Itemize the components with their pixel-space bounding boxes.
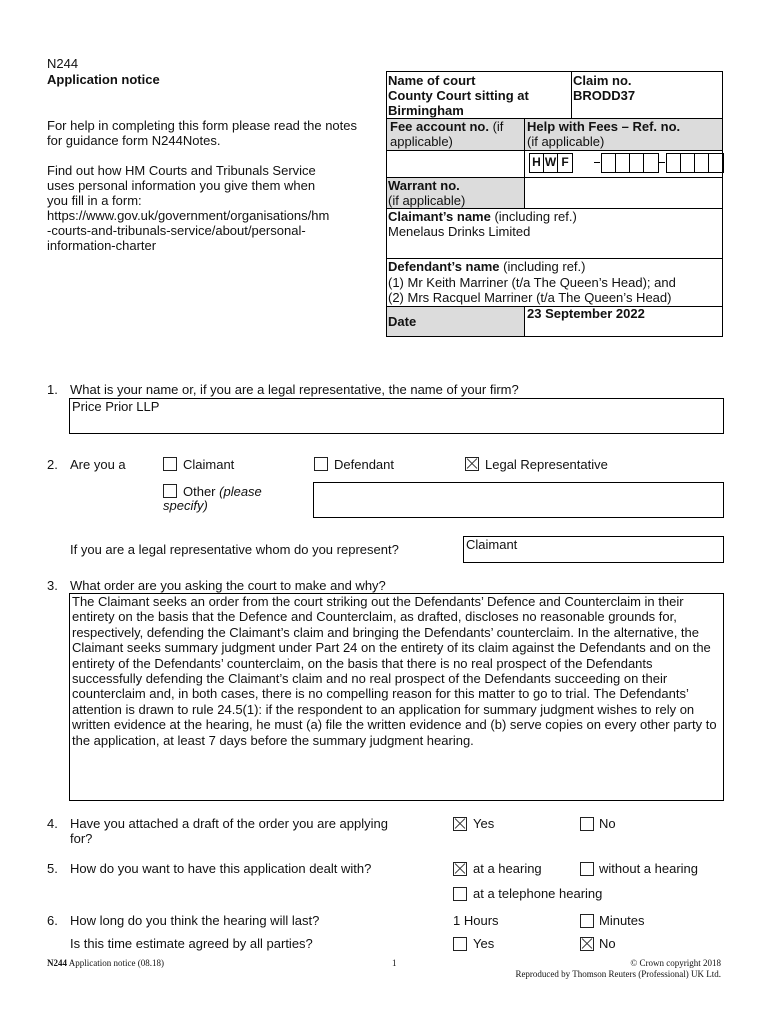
q1-number: 1. — [47, 382, 58, 397]
hearing-label: at a hearing — [473, 861, 542, 876]
minutes-checkbox[interactable] — [580, 914, 594, 928]
court-label: Name of court — [388, 73, 476, 88]
without-hearing-checkbox[interactable] — [580, 862, 594, 876]
other-label: Other — [183, 484, 216, 499]
claimant-value[interactable]: Menelaus Drinks Limited — [388, 224, 531, 239]
q5-number: 5. — [47, 861, 58, 876]
defendant-label-rest: (including ref.) — [499, 259, 586, 274]
privacy-link[interactable]: https://www.gov.uk/government/organisations/hm — [47, 208, 330, 223]
hours-value[interactable]: 1 Hours — [453, 913, 499, 928]
agreed-no-checkbox[interactable] — [580, 937, 594, 951]
claimant-checkbox[interactable] — [163, 457, 177, 471]
court-value-line: Birmingham — [388, 103, 464, 118]
hwf-letter: H — [530, 154, 544, 172]
hwf-prefix-boxes — [529, 153, 573, 173]
q4-question-2: for? — [70, 831, 93, 846]
footer-code: N244 — [47, 958, 67, 968]
claimant-label — [386, 209, 579, 224]
hwf-sub: (if applicable) — [527, 134, 605, 149]
claimant-option-label: Claimant — [183, 457, 235, 472]
fee-label-bold: Fee account no. — [390, 119, 489, 134]
q4-yes-label: Yes — [473, 816, 495, 831]
telephone-hearing-checkbox[interactable] — [453, 887, 467, 901]
warrant-value-cell[interactable] — [524, 177, 723, 209]
agreed-yes-label: Yes — [473, 936, 495, 951]
footer-label: Application notice (08.18) — [67, 958, 164, 968]
claim-value[interactable]: BRODD37 — [573, 88, 636, 103]
hwf-letter: W — [544, 154, 558, 172]
defendant-label — [386, 259, 587, 274]
q3-number: 3. — [47, 578, 58, 593]
hwf-dash — [594, 162, 600, 163]
fee-label — [388, 119, 524, 149]
q5-question: How do you want to have this application dealt with? — [70, 861, 372, 876]
q1-answer-field[interactable]: Price Prior LLP — [69, 398, 724, 434]
represent-question: If you are a legal representative whom do you represent? — [70, 542, 399, 557]
legal-rep-option-label: Legal Representative — [485, 457, 608, 472]
q3-answer-field[interactable]: The Claimant seeks an order from the court striking out the Defendants’ Defence and Counterclaim in their entirety on the basis that the Defence and Counterclaim, as drafted, discloses no reasonable grounds for, respectively, defending the Claimant’s claim and bringing the Defendants’ counterclaim. In the alternative, the Claimant seeks summary judgment under Part 24 on the entirety of its claim against the Defendants and on the entirety of the Defendants’ counterclaim, on the basis that there is no real prospect of the Defendants successfully defending the Claimant’s claim and no real prospect of the Defendants succeeding on their counterclaim and, in both cases, there is no compelling reason for this matter to go to trial. The Defendants’ attention is drawn to rule 24.5(1): if the respondent to an application for summary judgment wishes to rely on written evidence at the hearing, he must (a) file the written evidence and (b) serve copies on every other party to the application, at least 7 days before the summary judgment hearing. — [69, 593, 724, 801]
warrant-sub: (if applicable) — [388, 193, 466, 208]
represent-field[interactable]: Claimant — [463, 536, 724, 563]
defendant-value-2[interactable]: (2) Mrs Racquel Marriner (t/a The Queen’s Head) — [388, 290, 672, 305]
agreed-yes-checkbox[interactable] — [453, 937, 467, 951]
fee-label-rest: (if applicable) — [390, 119, 504, 149]
q4-number: 4. — [47, 816, 58, 831]
hwf-dash — [659, 162, 665, 163]
reproduced-by: Reproduced by Thomson Reuters (Professional) UK Ltd. — [515, 969, 721, 979]
q3-question: What order are you asking the court to make and why? — [70, 578, 386, 593]
other-specify-field[interactable] — [313, 482, 724, 518]
q6-number: 6. — [47, 913, 58, 928]
date-label: Date — [388, 314, 417, 329]
copyright: © Crown copyright 2018 — [630, 958, 721, 968]
form-code: N244 — [47, 56, 79, 71]
without-hearing-label: without a hearing — [599, 861, 699, 876]
hwf-label: Help with Fees – Ref. no. — [527, 119, 681, 134]
other-checkbox[interactable] — [163, 484, 177, 498]
claim-label: Claim no. — [573, 73, 632, 88]
court-value-line: County Court sitting at — [388, 88, 529, 103]
minutes-label: Minutes — [599, 913, 645, 928]
footer-form-code — [47, 958, 164, 969]
other-option-label — [183, 484, 262, 499]
privacy-line: Find out how HM Courts and Tribunals Service — [47, 163, 316, 178]
agreed-no-label: No — [599, 936, 616, 951]
form-title: Application notice — [47, 72, 160, 87]
defendant-option-label: Defendant — [334, 457, 394, 472]
q1-question: What is your name or, if you are a legal representative, the name of your firm? — [70, 382, 519, 397]
privacy-line: you fill in a form: — [47, 193, 142, 208]
privacy-text — [47, 163, 367, 253]
hwf-boxes-2[interactable] — [666, 153, 724, 173]
hwf-letter: F — [561, 155, 569, 169]
warrant-label: Warrant no. — [388, 178, 460, 193]
privacy-line: uses personal information you give them when — [47, 178, 316, 193]
q4-question-1: Have you attached a draft of the order you are applying — [70, 816, 388, 831]
defendant-value-1[interactable]: (1) Mr Keith Marriner (t/a The Queen’s Head); and — [388, 275, 676, 290]
legal-rep-checkbox[interactable] — [465, 457, 479, 471]
page-number: 1 — [392, 958, 397, 968]
q2-number: 2. — [47, 457, 58, 472]
q2-question: Are you a — [70, 457, 126, 472]
defendant-label-bold: Defendant’s name — [388, 259, 500, 274]
q4-no-label: No — [599, 816, 616, 831]
hwf-boxes-1[interactable] — [601, 153, 659, 173]
defendant-checkbox[interactable] — [314, 457, 328, 471]
privacy-link[interactable]: -courts-and-tribunals-service/about/personal- — [47, 223, 306, 238]
help-text: For help in completing this form please read the notes for guidance form N244Notes. — [47, 118, 358, 148]
q4-no-checkbox[interactable] — [580, 817, 594, 831]
privacy-link[interactable]: information-charter — [47, 238, 157, 253]
claimant-label-rest: (including ref.) — [490, 209, 577, 224]
please-specify: (please — [219, 484, 262, 499]
q4-yes-checkbox[interactable] — [453, 817, 467, 831]
hearing-checkbox[interactable] — [453, 862, 467, 876]
please-specify-2 — [163, 498, 208, 513]
agreed-question: Is this time estimate agreed by all parties? — [70, 936, 313, 951]
please-specify: specify) — [163, 498, 208, 513]
date-value[interactable]: 23 September 2022 — [527, 306, 645, 321]
q6-question: How long do you think the hearing will last? — [70, 913, 320, 928]
claimant-label-bold: Claimant’s name — [388, 209, 491, 224]
court-value — [386, 88, 531, 118]
fee-value-cell[interactable] — [386, 150, 525, 178]
telephone-hearing-label: at a telephone hearing — [473, 886, 603, 901]
